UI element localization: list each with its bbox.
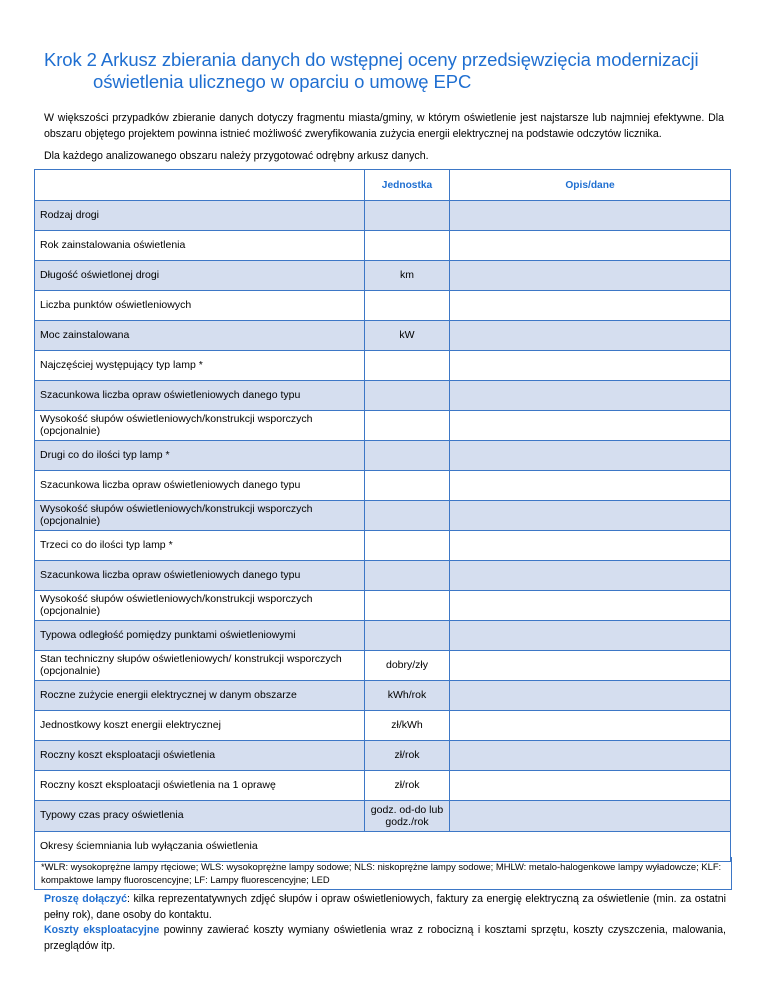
attach-text: : kilka reprezentatywnych zdjęć słupów i opraw oświetleniowych, faktury za energię elektryczną za oświetlenie (min. za ostatni pełny rok), dane osoby do kontaktu. (44, 893, 726, 921)
row-label: Najczęściej występujący typ lamp * (35, 351, 365, 381)
row-value-input[interactable] (450, 801, 731, 832)
table-header-row (35, 170, 731, 201)
title-line-2: oświetlenia ulicznego w oparciu o umowę EPC (93, 71, 472, 92)
row-label: Wysokość słupów oświetleniowych/konstrukcji wsporczych (opcjonalnie) (35, 411, 365, 441)
row-unit (365, 621, 450, 651)
attach-label: Proszę dołączyć (44, 893, 127, 905)
row-value-input[interactable] (450, 471, 731, 501)
row-value-input[interactable] (450, 591, 731, 621)
table-row (35, 561, 731, 591)
row-unit (365, 351, 450, 381)
row-value-input[interactable] (450, 501, 731, 531)
row-label: Wysokość słupów oświetleniowych/konstrukcji wsporczych (opcjonalnie) (35, 501, 365, 531)
notes (44, 892, 726, 954)
row-value-input[interactable] (450, 231, 731, 261)
row-unit: godz. od-do lub godz./rok (365, 801, 450, 832)
table-row (35, 501, 731, 531)
header-unit: Jednostka (365, 170, 450, 201)
row-unit: zł/rok (365, 771, 450, 801)
row-unit (365, 501, 450, 531)
title-line-1: Krok 2 Arkusz zbierania danych do wstępnej oceny przedsięwzięcia modernizacji (44, 49, 699, 70)
row-label: Roczne zużycie energii elektrycznej w danym obszarze (35, 681, 365, 711)
table-row (35, 471, 731, 501)
table-row (35, 711, 731, 741)
row-value-input[interactable] (450, 531, 731, 561)
row-unit (365, 231, 450, 261)
table-row (35, 681, 731, 711)
table-row (35, 411, 731, 441)
row-value-input[interactable] (450, 711, 731, 741)
row-label: Typowa odległość pomiędzy punktami oświetleniowymi (35, 621, 365, 651)
table-row (35, 201, 731, 231)
row-label: Długość oświetlonej drogi (35, 261, 365, 291)
costs-text: powinny zawierać koszty wymiany oświetlenia wraz z robocizną i kosztami sprzętu, koszty czyszczenia, malowania, przeglądów itp. (44, 924, 726, 952)
intro-paragraph-2: Dla każdego analizowanego obszaru należy przygotować odrębny arkusz danych. (44, 150, 429, 162)
row-label: Rok zainstalowania oświetlenia (35, 231, 365, 261)
row-label: Rodzaj drogi (35, 201, 365, 231)
table-row (35, 591, 731, 621)
row-unit (365, 381, 450, 411)
row-value-input[interactable] (450, 621, 731, 651)
table-row (35, 741, 731, 771)
row-value-input[interactable] (450, 561, 731, 591)
row-value-input[interactable] (450, 351, 731, 381)
row-value-input[interactable] (450, 771, 731, 801)
table-row (35, 651, 731, 681)
row-label: Drugi co do ilości typ lamp * (35, 441, 365, 471)
row-unit (365, 291, 450, 321)
row-value-input[interactable] (450, 201, 731, 231)
row-value-input[interactable] (450, 441, 731, 471)
row-unit (365, 201, 450, 231)
row-unit (365, 411, 450, 441)
row-unit (365, 561, 450, 591)
row-unit: dobry/zły (365, 651, 450, 681)
row-unit (365, 591, 450, 621)
row-label: Typowy czas pracy oświetlenia (35, 801, 365, 832)
row-unit: zł/rok (365, 741, 450, 771)
costs-note (44, 923, 726, 954)
table-row (35, 441, 731, 471)
table-row (35, 231, 731, 261)
header-description: Opis/dane (450, 170, 731, 201)
row-label: Liczba punktów oświetleniowych (35, 291, 365, 321)
table-row (35, 351, 731, 381)
row-value-input[interactable] (450, 741, 731, 771)
row-value-input[interactable] (450, 681, 731, 711)
row-label: Szacunkowa liczba opraw oświetleniowych danego typu (35, 471, 365, 501)
table-row (35, 321, 731, 351)
data-sheet-table (34, 169, 731, 862)
page-title (44, 49, 744, 93)
row-label: Stan techniczny słupów oświetleniowych/ konstrukcji wsporczych (opcjonalnie) (35, 651, 365, 681)
row-label: Jednostkowy koszt energii elektrycznej (35, 711, 365, 741)
row-unit: kW (365, 321, 450, 351)
row-value-input[interactable] (450, 651, 731, 681)
row-label: Roczny koszt eksploatacji oświetlenia na 1 oprawę (35, 771, 365, 801)
row-unit: zł/kWh (365, 711, 450, 741)
row-label: Moc zainstalowana (35, 321, 365, 351)
row-unit: kWh/rok (365, 681, 450, 711)
table-row (35, 261, 731, 291)
row-value-input[interactable] (450, 261, 731, 291)
table-row (35, 291, 731, 321)
table-row (35, 381, 731, 411)
intro-paragraph-1: W większości przypadków zbieranie danych dotyczy fragmentu miasta/gminy, w którym oświetlenie jest najstarsze lub najmniej efektywne. Dla obszaru objętego projektem powinna istnieć możliwość zweryfikowania zużycia energii elektrycznej na podstawie odczytów licznika. (44, 112, 724, 140)
row-value-input[interactable] (450, 291, 731, 321)
intro-text (44, 110, 724, 164)
row-unit (365, 441, 450, 471)
row-label: Trzeci co do ilości typ lamp * (35, 531, 365, 561)
row-value-input[interactable] (450, 321, 731, 351)
row-label: Szacunkowa liczba opraw oświetleniowych danego typu (35, 561, 365, 591)
row-label: Szacunkowa liczba opraw oświetleniowych danego typu (35, 381, 365, 411)
table-row (35, 531, 731, 561)
row-unit (365, 471, 450, 501)
header-empty-cell (35, 170, 365, 201)
row-value-input[interactable] (450, 381, 731, 411)
row-unit: km (365, 261, 450, 291)
costs-label: Koszty eksploatacyjne (44, 924, 160, 936)
row-value-input[interactable] (450, 411, 731, 441)
table-row (35, 621, 731, 651)
attach-note (44, 892, 726, 923)
row-label: Okresy ściemniania lub wyłączania oświetlenia (35, 832, 731, 862)
table-row (35, 801, 731, 832)
lamp-types-footnote: *WLR: wysokoprężne lampy rtęciowe; WLS: wysokoprężne lampy sodowe; NLS: niskoprężne lampy sodowe; MHLW: metalo-halogenkowe lampy wyładowcze; KLF: kompaktowe lampy fluoroscencyjne; LF: Lampy fluorescencyjne; LED (34, 857, 732, 890)
row-label: Roczny koszt eksploatacji oświetlenia (35, 741, 365, 771)
row-label: Wysokość słupów oświetleniowych/konstrukcji wsporczych (opcjonalnie) (35, 591, 365, 621)
table-row (35, 771, 731, 801)
row-unit (365, 531, 450, 561)
